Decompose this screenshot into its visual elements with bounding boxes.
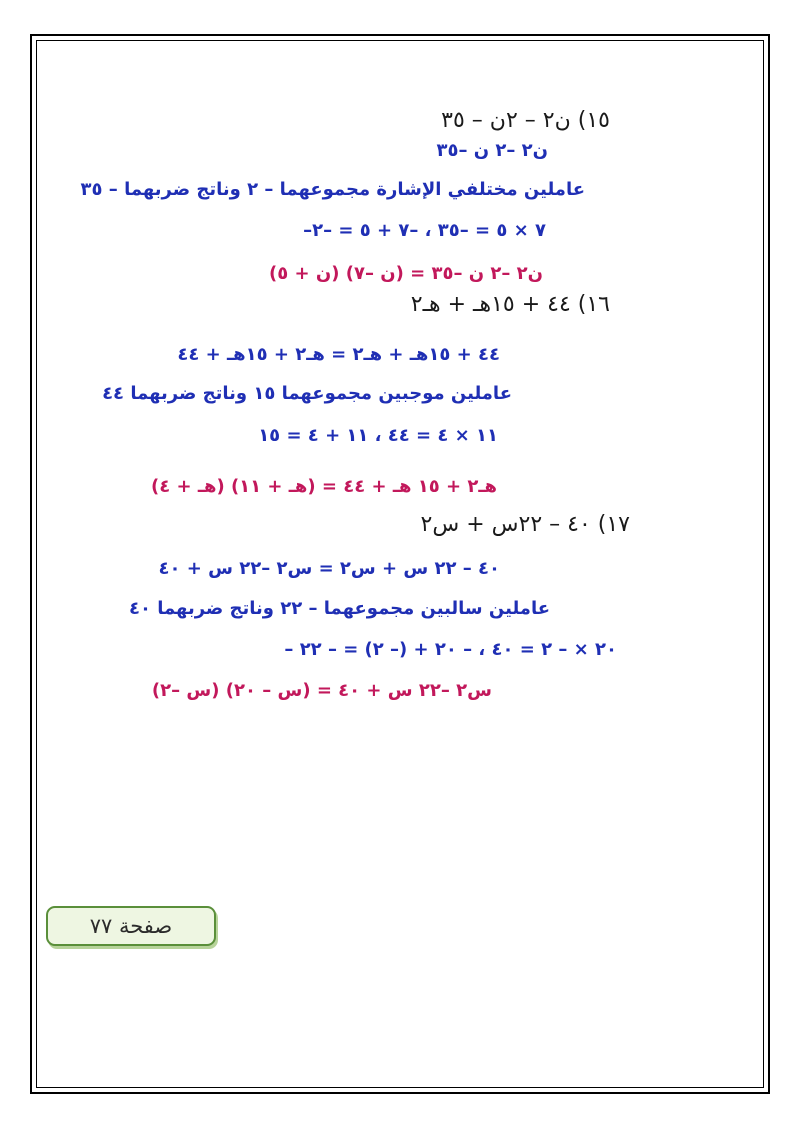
problem-16-expression: ٤٤ + ١٥هـ + هـ٢ = هـ٢ + ١٥هـ + ٤٤: [177, 344, 500, 365]
problem-16-answer: هـ٢ + ١٥ هـ + ٤٤ = (هـ + ١١) (هـ + ٤): [150, 476, 497, 497]
problem-17-check: – ٢٠ × – ٢ = ٤٠ ، – ٢٠ + (– ٢) = – ٢٢: [284, 639, 617, 660]
problem-17-rule: عاملين سالبين مجموعهما – ٢٢ وناتج ضربهما ٤٠: [128, 598, 550, 619]
page-number-label: صفحة ٧٧: [89, 914, 173, 938]
problem-17-expression: ٤٠ – ٢٢ س + س٢ = س٢ –٢٢ س + ٤٠: [158, 558, 500, 579]
problem-17: ١٧) ٤٠ – ٢٢س + س٢: [420, 512, 630, 537]
problem-15-answer: ن٢ –٢ ن –٣٥ = (ن –٧) (ن + ٥): [269, 263, 543, 284]
problem-16-rule: عاملين موجبين مجموعهما ١٥ وناتج ضربهما ٤٤: [102, 383, 512, 404]
page-number-badge: [46, 906, 216, 946]
problem-15-rule: عاملين مختلفي الإشارة مجموعهما – ٢ وناتج ضربهما – ٣٥: [80, 179, 585, 200]
problem-15-check: –٧ × ٥ = –٣٥ ، –٧ + ٥ = –٢: [303, 220, 546, 241]
problem-17-answer: س٢ –٢٢ س + ٤٠ = (س – ٢٠) (س –٢): [151, 680, 492, 701]
problem-16-check: ١١ × ٤ = ٤٤ ، ١١ + ٤ = ١٥: [258, 425, 498, 446]
problem-15-expression: ن٢ –٢ ن –٣٥: [436, 140, 548, 161]
problem-16: ١٦) ٤٤ + ١٥هـ + هـ٢: [410, 292, 610, 317]
problem-15: ١٥) ن٢ – ٢ن – ٣٥: [441, 108, 610, 133]
